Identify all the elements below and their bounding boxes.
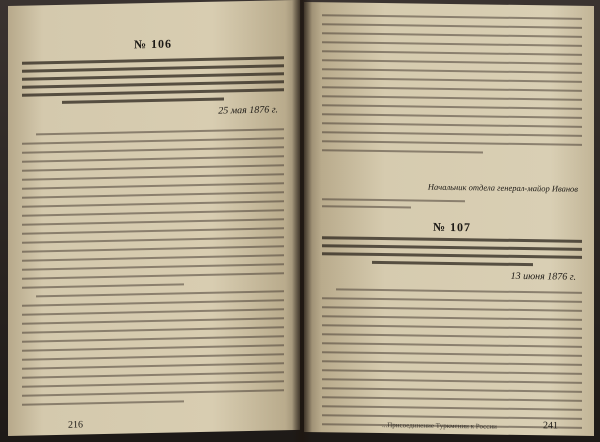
running-footer: ...Присоединение Туркмении к России [382,421,497,431]
document-date: 13 июня 1876 г. [510,270,576,283]
document-heading [22,56,284,109]
document-body [22,128,284,412]
right-page [304,2,594,436]
document-number: № 106 [133,36,173,52]
page-number: 241 [543,420,558,432]
document-date: 25 мая 1876 г. [218,104,278,117]
document-body [322,288,582,436]
left-page [8,0,300,436]
previous-document-text [322,14,582,162]
document-heading [322,236,582,272]
document-number: № 107 [432,219,472,235]
signature: Начальник отдела генерал-майор Иванов [427,181,578,194]
archive-citation [322,198,465,214]
page-number: 216 [68,419,83,431]
book-gutter [292,0,312,442]
